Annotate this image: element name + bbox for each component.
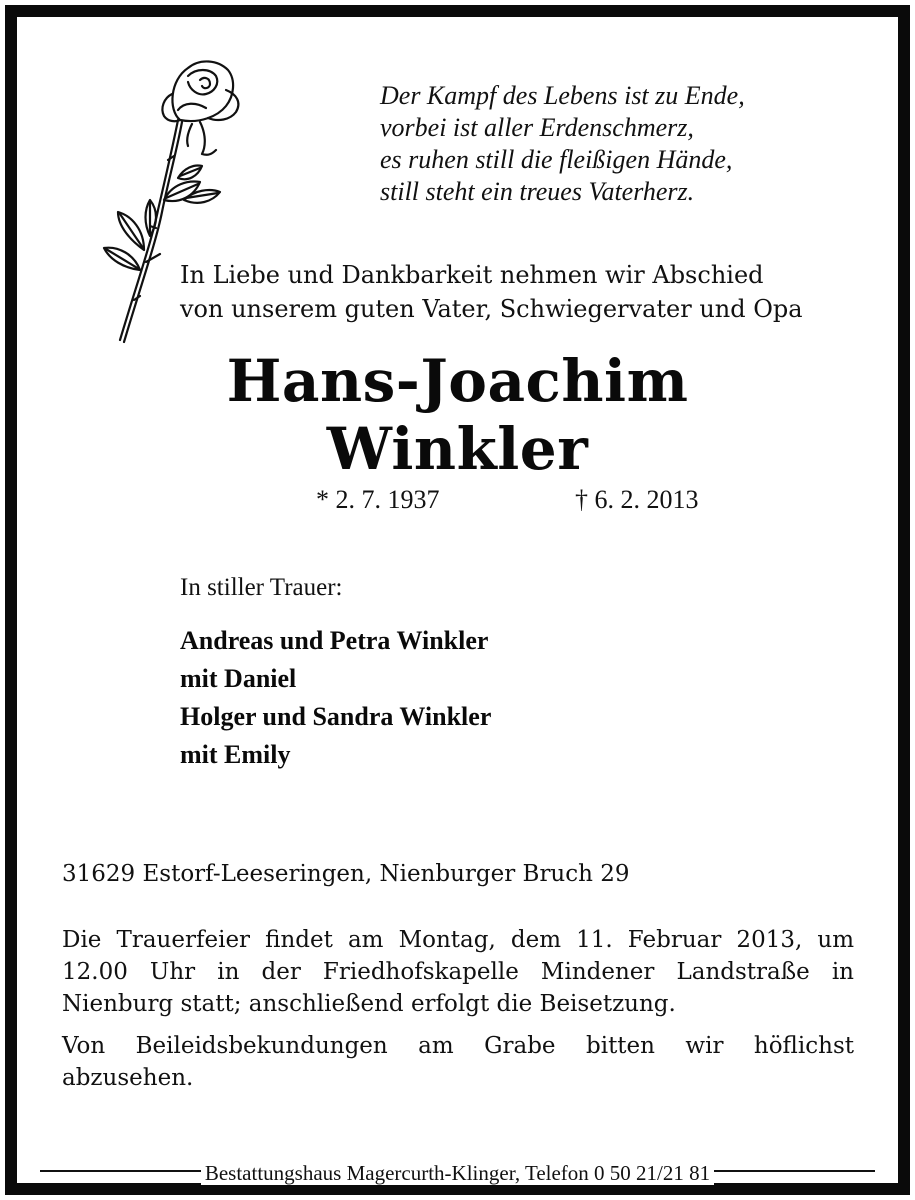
- mourner-name: Holger und Sandra Winkler: [180, 702, 492, 731]
- mourners-list: [180, 622, 491, 774]
- mourner-name: mit Emily: [180, 740, 291, 769]
- birth-date: * 2. 7. 1937: [316, 485, 440, 514]
- family-address: 31629 Estorf-Leeseringen, Nienburger Bruch 29: [62, 861, 630, 887]
- condolence-line: Von Beileidsbekundungen am Grabe bitten wir höflichst: [62, 1033, 854, 1059]
- death-date: † 6. 2. 2013: [575, 485, 699, 514]
- poem-line: Der Kampf des Lebens ist zu Ende,: [380, 81, 745, 110]
- intro-line: von unserem guten Vater, Schwiegervater und Opa: [180, 295, 803, 323]
- mourning-label: In stiller Trauer:: [180, 574, 343, 601]
- deceased-last-name: Winkler: [326, 415, 589, 483]
- condolence-line: abzusehen.: [62, 1065, 194, 1091]
- condolence-note: [62, 1030, 854, 1094]
- farewell-intro: [180, 258, 880, 326]
- funeral-home-footer: [0, 1160, 915, 1186]
- poem-line: still steht ein treues Vaterherz.: [380, 177, 695, 206]
- service-line: Nienburg statt; anschließend erfolgt die Beisetzung.: [62, 991, 676, 1017]
- service-line: 12.00 Uhr in der Friedhofskapelle Mindener Landstraße in: [62, 959, 854, 985]
- mourner-name: mit Daniel: [180, 664, 297, 693]
- poem-line: vorbei ist aller Erdenschmerz,: [380, 113, 694, 142]
- deceased-first-name: Hans-Joachim: [226, 347, 689, 415]
- mourner-name: Andreas und Petra Winkler: [180, 626, 489, 655]
- funeral-home-text: Bestattungshaus Magercurth-Klinger, Telefon 0 50 21/21 81: [201, 1161, 714, 1185]
- poem: [380, 80, 880, 208]
- service-line: Die Trauerfeier findet am Montag, dem 11. Februar 2013, um: [62, 927, 854, 953]
- poem-line: es ruhen still die fleißigen Hände,: [380, 145, 733, 174]
- intro-line: In Liebe und Dankbarkeit nehmen wir Abschied: [180, 261, 764, 289]
- funeral-service-info: [62, 924, 854, 1020]
